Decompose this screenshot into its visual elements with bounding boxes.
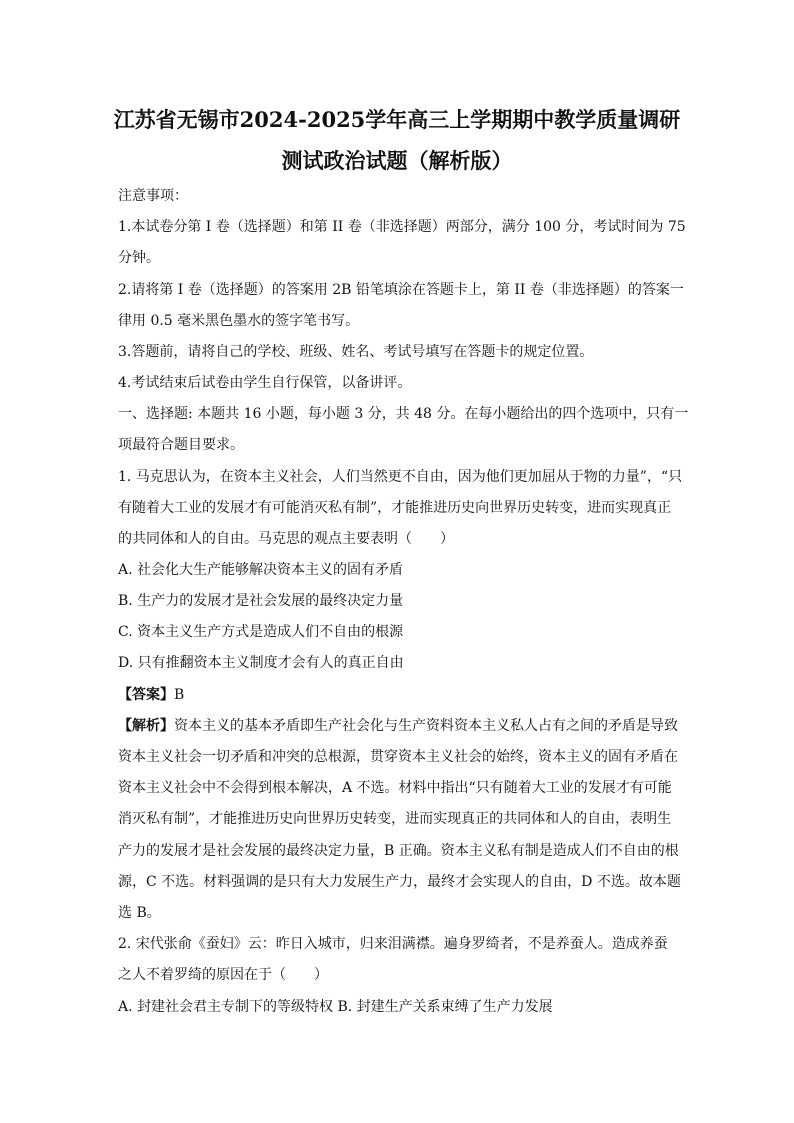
- question-1-stem-line-1: 1. 马克思认为，在资本主义社会，人们当然更不自由，因为他们更加屈从于物的力量”，“只: [118, 469, 683, 485]
- question-1-answer: [118, 686, 678, 704]
- notice-item-1-line-1: 1.本试卷分第 I 卷（选择题）和第 II 卷（非选择题）两部分，满分 100 分，考试时间为 75: [118, 219, 686, 235]
- section-heading-line-2: 项最符合题目要求。: [118, 437, 244, 453]
- answer-value: B: [174, 687, 185, 703]
- question-1-analysis-line-5: 产力的发展才是社会发展的最终决定力量，B 正确。资本主义私有制是造成人们不自由的根: [118, 843, 679, 859]
- notice-item-4: 4.考试结束后试卷由学生自行保管，以备讲评。: [118, 375, 412, 391]
- question-1-option-b: B. 生产力的发展才是社会发展的最终决定力量: [118, 593, 404, 609]
- notice-item-2-line-2: 律用 0.5 毫米黑色墨水的签字笔书写。: [118, 313, 360, 329]
- question-1-analysis-line-4: 消灭私有制”，才能推进历史向世界历史转变，进而实现真正的共同体和人的自由，表明生: [118, 811, 672, 827]
- document-title-line-1: 江苏省无锡市2024-2025学年高三上学期期中教学质量调研: [113, 107, 681, 132]
- answer-label: 【答案】: [118, 687, 174, 703]
- notice-item-1-line-2: 分钟。: [118, 250, 160, 266]
- notice-heading: 注意事项：: [118, 188, 188, 204]
- question-2-stem-line-1: 2. 宋代张俞《蚕妇》云：昨日入城市，归来泪满襟。遍身罗绮者，不是养蚕人。造成养蚕: [118, 936, 668, 952]
- document-title-line-2: 测试政治试题（解析版）: [281, 148, 513, 173]
- question-1-option-c: C. 资本主义生产方式是造成人们不自由的根源: [118, 624, 404, 640]
- question-1-analysis-line-6: 源，C 不选。材料强调的是只有大力发展生产力，最终才会实现人的自由，D 不选。故本题: [118, 874, 681, 890]
- question-1-stem-line-3: 的共同体和人的自由。马克思的观点主要表明（ ）: [118, 531, 454, 547]
- question-1-option-a: A. 社会化大生产能够解决资本主义的固有矛盾: [118, 562, 404, 578]
- notice-item-2-line-1: 2.请将第 I 卷（选择题）的答案用 2B 铅笔填涂在答题卡上，第 II 卷（非选择题）的答案一: [118, 282, 684, 298]
- question-1-analysis-line-3: 资本主义社会中不会得到根本解决，A 不选。材料中指出“只有随着大工业的发展才有可能: [118, 780, 672, 796]
- question-1-option-d: D. 只有推翻资本主义制度才会有人的真正自由: [118, 655, 404, 671]
- question-1-analysis-line-1: [118, 717, 678, 735]
- analysis-text: 资本主义的基本矛盾即生产社会化与生产资料资本主义私人占有之间的矛盾是导致: [174, 718, 678, 734]
- question-2-options-ab: A. 封建社会君主专制下的等级特权 B. 封建生产关系束缚了生产力发展: [118, 999, 553, 1015]
- analysis-label: 【解析】: [118, 718, 174, 734]
- notice-item-3: 3.答题前，请将自己的学校、班级、姓名、考试号填写在答题卡的规定位置。: [118, 344, 594, 360]
- question-1-stem-line-2: 有随着大工业的发展才有可能消灭私有制”，才能推进历史向世界历史转变，进而实现真正: [118, 500, 672, 516]
- question-1-analysis-line-2: 资本主义社会一切矛盾和冲突的总根源，贯穿资本主义社会的始终，资本主义的固有矛盾在: [118, 749, 678, 765]
- question-2-stem-line-2: 之人不着罗绮的原因在于（ ）: [118, 967, 328, 983]
- section-heading-line-1: 一、选择题: 本题共 16 小题，每小题 3 分，共 48 分。在每小题给出的四个选项中，只有一: [118, 406, 689, 422]
- question-1-analysis-line-7: 选 B。: [118, 905, 161, 921]
